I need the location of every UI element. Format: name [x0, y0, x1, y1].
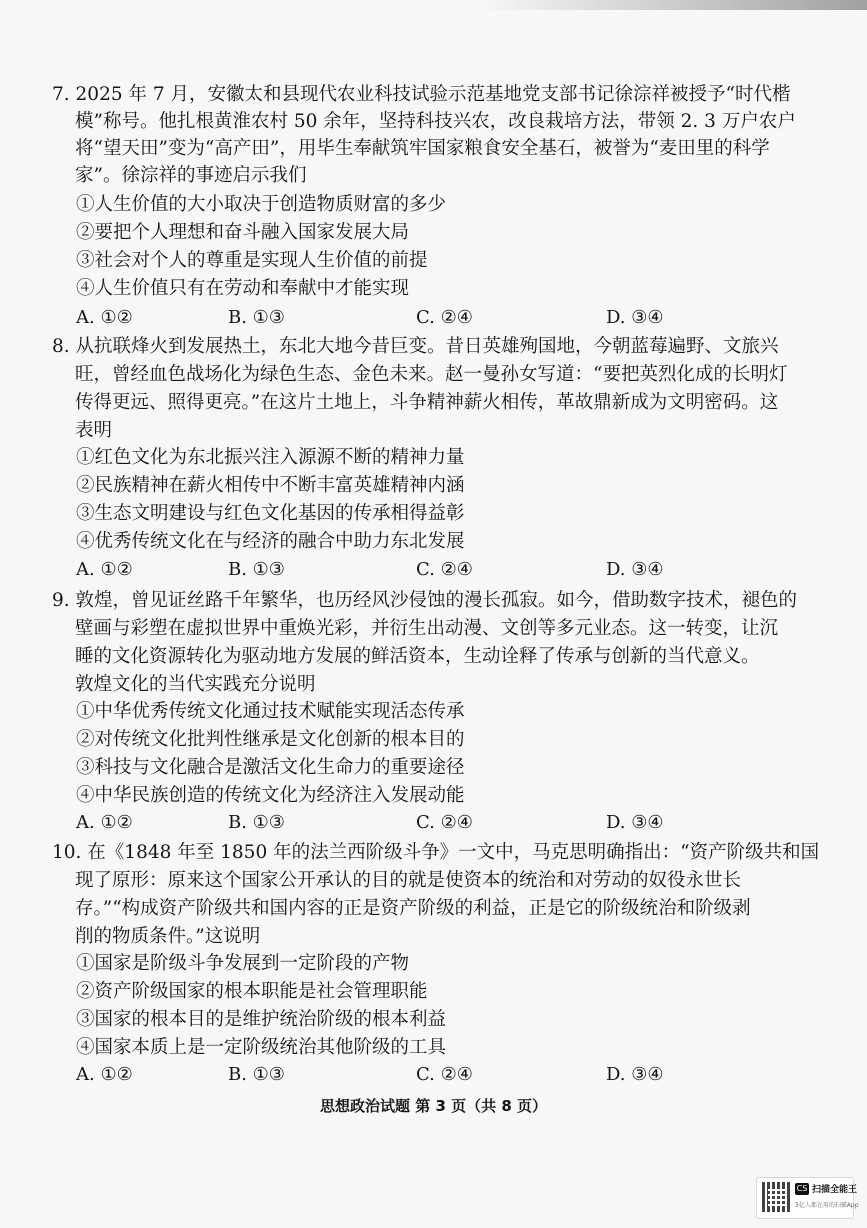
- answer-choice-d: D. ③④: [606, 1064, 664, 1085]
- scan-edge-shadow: [480, 0, 867, 10]
- statement-option: ①红色文化为东北振兴注入源源不断的精神力量: [76, 447, 465, 468]
- scanner-badge-title: 扫描全能王: [812, 1185, 858, 1195]
- question-stem-line: 8. 从抗联烽火到发展热土，东北大地今昔巨变。昔日英雄殉国地，今朝蓝莓遍野、文旅兴: [52, 336, 779, 357]
- statement-option: ④中华民族创造的传统文化为经济注入发展动能: [76, 785, 465, 806]
- answer-choice-c: C. ②④: [416, 307, 473, 328]
- page-footer: 思想政治试题 第 3 页（共 8 页）: [320, 1097, 547, 1115]
- question-stem-line: 现了原形：原来这个国家公开承认的目的就是使资本的统治和对劳动的奴役永世长: [75, 870, 742, 891]
- statement-option: ①中华优秀传统文化通过技术赋能实现活态传承: [76, 701, 465, 722]
- answer-choice-c: C. ②④: [416, 812, 473, 833]
- statement-option: ①人生价值的大小取决于创造物质财富的多少: [76, 194, 447, 215]
- question-stem-line: 9. 敦煌，曾见证丝路千年繁华，也历经风沙侵蚀的漫长孤寂。如今，借助数字技术，褪色的: [52, 590, 798, 611]
- answer-choice-a: A. ①②: [76, 559, 133, 580]
- statement-option: ③社会对个人的尊重是实现人生价值的前提: [76, 250, 428, 271]
- answer-choice-d: D. ③④: [606, 307, 664, 328]
- statement-option: ②对传统文化批判性继承是文化创新的根本目的: [76, 729, 465, 750]
- question-stem-line: 传得更远、照得更亮。”在这片土地上，斗争精神薪火相传，革故鼎新成为文明密码。这: [75, 392, 779, 413]
- answer-choice-d: D. ③④: [606, 559, 664, 580]
- scanner-watermark-badge: [756, 1177, 859, 1219]
- statement-option: ③科技与文化融合是激活文化生命力的重要途径: [76, 757, 465, 778]
- question-stem-line: 壁画与彩塑在虚拟世界中重焕光彩，并衍生出动漫、文创等多元业态。这一转变，让沉: [75, 618, 779, 639]
- answer-choice-b: B. ①③: [228, 1064, 285, 1085]
- statement-option: ②要把个人理想和奋斗融入国家发展大局: [76, 222, 410, 243]
- question-stem-line: 10. 在《1848 年至 1850 年的法兰西阶级斗争》一文中，马克思明确指出：“资产阶级共和国: [52, 842, 820, 863]
- question-stem-line: 7. 2025 年 7 月，安徽太和县现代农业科技试验示范基地党支部书记徐淙祥被授予“时代楷: [52, 84, 791, 105]
- question-stem-line: 家”。徐淙祥的事迹启示我们: [75, 165, 307, 186]
- question-stem-line: 将“望天田”变为“高产田”，用毕生奉献筑牢国家粮食安全基石，被誉为“麦田里的科学: [75, 138, 770, 159]
- answer-choice-c: C. ②④: [416, 559, 473, 580]
- answer-choice-b: B. ①③: [228, 559, 285, 580]
- answer-choice-d: D. ③④: [606, 812, 664, 833]
- statement-option: ②资产阶级国家的根本职能是社会管理职能: [76, 981, 428, 1002]
- statement-option: ②民族精神在薪火相传中不断丰富英雄精神内涵: [76, 475, 465, 496]
- qr-code-icon: [762, 1182, 792, 1212]
- cs-logo-icon: CS: [796, 1184, 808, 1193]
- question-stem-line: 旺，曾经血色战场化为绿色生态、金色未来。赵一曼孙女写道：“要把英烈化成的长明灯: [75, 364, 788, 385]
- statement-option: ③国家的根本目的是维护统治阶级的根本利益: [76, 1009, 447, 1030]
- question-stem-line: 表明: [75, 420, 113, 441]
- question-stem-line: 模”称号。他扎根黄淮农村 50 余年，坚持科技兴农，改良栽培方法，带领 2. 3 万户农户: [75, 111, 796, 132]
- question-stem-line: 敦煌文化的当代实践充分说明: [75, 674, 316, 695]
- statement-option: ④人生价值只有在劳动和奉献中才能实现: [76, 278, 410, 299]
- statement-option: ④优秀传统文化在与经济的融合中助力东北发展: [76, 531, 465, 552]
- statement-option: ④国家本质上是一定阶级统治其他阶级的工具: [76, 1037, 447, 1058]
- answer-choice-a: A. ①②: [76, 812, 133, 833]
- statement-option: ③生态文明建设与红色文化基因的传承相得益彰: [76, 503, 465, 524]
- answer-choice-b: B. ①③: [228, 812, 285, 833]
- answer-choice-a: A. ①②: [76, 1064, 133, 1085]
- answer-choice-c: C. ②④: [416, 1064, 473, 1085]
- answer-choice-b: B. ①③: [228, 307, 285, 328]
- question-stem-line: 削的物质条件。”这说明: [75, 926, 261, 947]
- scanner-badge-subtitle: 3亿人都在用的扫描App: [795, 1202, 859, 1209]
- statement-option: ①国家是阶级斗争发展到一定阶段的产物: [76, 953, 410, 974]
- answer-choice-a: A. ①②: [76, 307, 133, 328]
- question-stem-line: 存。”“构成资产阶级共和国内容的正是资产阶级的利益，正是它的阶级统治和阶级剥: [75, 898, 751, 919]
- question-stem-line: 睡的文化资源转化为驱动地方发展的鲜活资本，生动诠释了传承与创新的当代意义。: [75, 646, 760, 667]
